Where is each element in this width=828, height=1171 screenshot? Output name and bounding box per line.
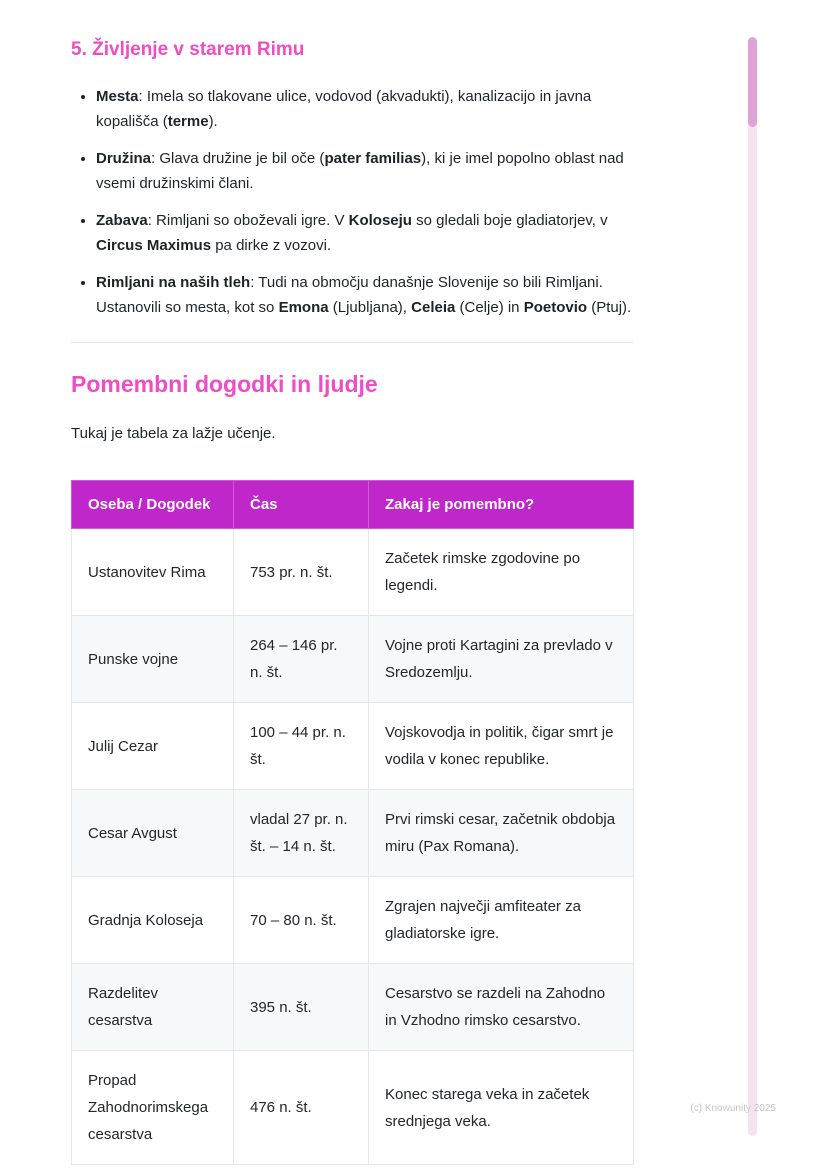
table-cell: Julij Cezar xyxy=(72,703,234,790)
section-title-important-events: Pomembni dogodki in ljudje xyxy=(71,370,378,397)
bullet-item: • Družina: Glava družine je bil oče (pater familias), ki je imel popolno oblast nad vsemi družinskimi člani. xyxy=(96,146,633,196)
bullet-item: • Mesta: Imela so tlakovane ulice, vodovod (akvadukti), kanalizacijo in javna kopališča (terme). xyxy=(96,84,633,134)
table-header-cell: Zakaj je pomembno? xyxy=(369,481,634,529)
bullet-item: • Rimljani na naših tleh: Tudi na območju današnje Slovenije so bili Rimljani. Ustanovili so mesta, kot so Emona (Ljubljana), Celeia (Celje) in Poetovio (Ptuj). xyxy=(96,270,633,320)
table-cell: 753 pr. n. št. xyxy=(234,529,369,616)
table-cell: Gradnja Koloseja xyxy=(72,877,234,964)
table-row xyxy=(72,703,634,790)
table-header-row xyxy=(72,481,634,529)
table-row xyxy=(72,964,634,1051)
table-header-cell: Oseba / Dogodek xyxy=(72,481,234,529)
bullet-item: • Zabava: Rimljani so oboževali igre. V Koloseju so gledali boje gladiatorjev, v Circus Maximus pa dirke z vozovi. xyxy=(96,208,633,258)
table-cell: 395 n. št. xyxy=(234,964,369,1051)
table-header-cell: Čas xyxy=(234,481,369,529)
table-row xyxy=(72,877,634,964)
table-cell: Punske vojne xyxy=(72,616,234,703)
table-cell: Prvi rimski cesar, začetnik obdobja miru (Pax Romana). xyxy=(369,790,634,877)
table-cell: Vojskovodja in politik, čigar smrt je vodila v konec republike. xyxy=(369,703,634,790)
table-cell: Konec starega veka in začetek srednjega veka. xyxy=(369,1051,634,1165)
document-content xyxy=(71,0,633,1165)
table-cell: vladal 27 pr. n. št. – 14 n. št. xyxy=(234,790,369,877)
scrollbar-track[interactable] xyxy=(748,37,757,1136)
table-cell: Propad Zahodnorimskega cesarstva xyxy=(72,1051,234,1165)
table-cell: 100 – 44 pr. n. št. xyxy=(234,703,369,790)
table-intro-text: Tukaj je tabela za lažje učenje. xyxy=(71,425,276,443)
table-body xyxy=(72,529,634,1165)
section-title-life-in-ancient-rome: 5. Življenje v starem Rimu xyxy=(71,39,305,60)
table-cell: 476 n. št. xyxy=(234,1051,369,1165)
table-cell: Vojne proti Kartagini za prevlado v Sredozemlju. xyxy=(369,616,634,703)
table-cell: Razdelitev cesarstva xyxy=(72,964,234,1051)
events-table xyxy=(71,480,634,1165)
section-divider xyxy=(71,342,633,343)
table-cell: Cesarstvo se razdeli na Zahodno in Vzhodno rimsko cesarstvo. xyxy=(369,964,634,1051)
table-row xyxy=(72,1051,634,1165)
table-row xyxy=(72,616,634,703)
watermark: (c) Knowunity 2025 xyxy=(690,1103,776,1114)
table-row xyxy=(72,790,634,877)
table-cell: Začetek rimske zgodovine po legendi. xyxy=(369,529,634,616)
table-cell: Ustanovitev Rima xyxy=(72,529,234,616)
table-cell: Cesar Avgust xyxy=(72,790,234,877)
table-cell: 264 – 146 pr. n. št. xyxy=(234,616,369,703)
table-cell: 70 – 80 n. št. xyxy=(234,877,369,964)
table-row xyxy=(72,529,634,616)
table-cell: Zgrajen največji amfiteater za gladiatorske igre. xyxy=(369,877,634,964)
scrollbar-thumb[interactable] xyxy=(748,37,757,127)
bullet-list xyxy=(71,84,633,320)
